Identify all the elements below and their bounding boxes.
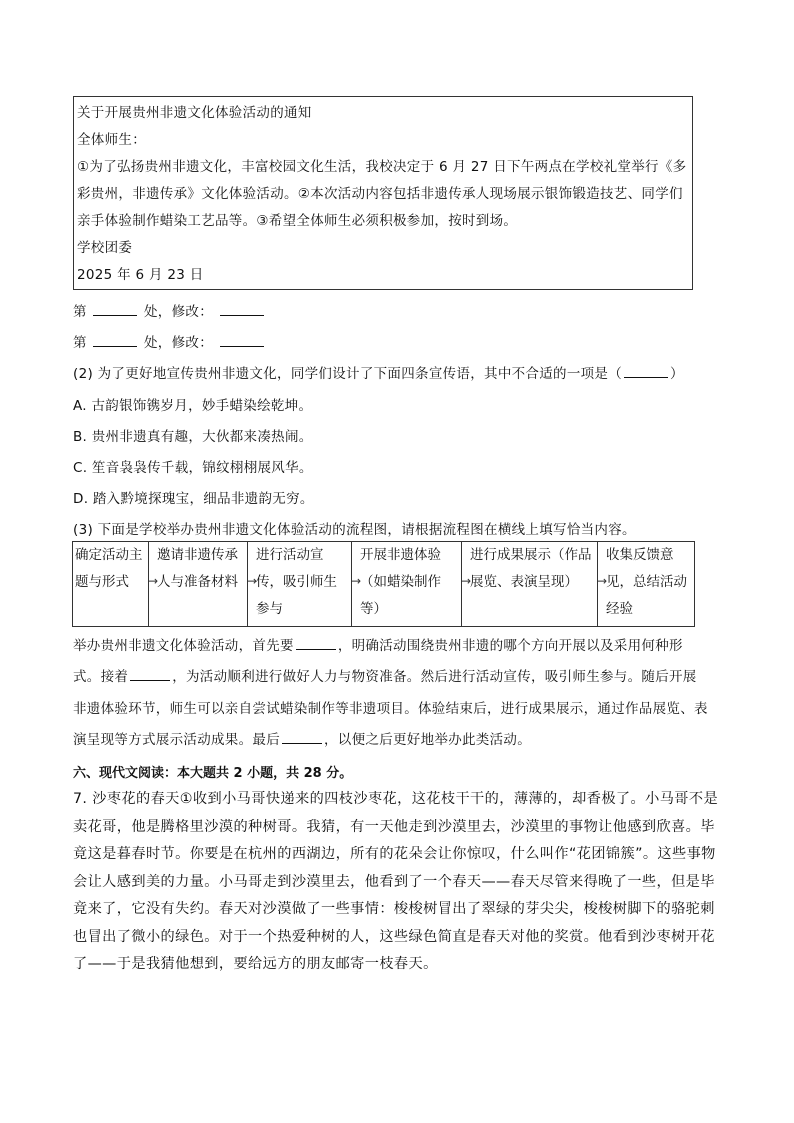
question-7-passage: 7. 沙枣花的春天①收到小马哥快递来的四枝沙枣花，这花枝干干的，薄薄的，却香极了。小马哥不是卖花哥，他是腾格里沙漠的种树哥。我猜，有一天他走到沙漠里去，沙漠里的事物让他感到欣喜。毕竟这是暮春时节。你要是在杭州的西湖边，所有的花朵会让你惊叹，什么叫作“花团锦簇”。这些事物会让人感到美的力量。小马哥走到沙漠里去，他看到了一个春天——春天尽管来得晚了一些，但是毕竟来了，它没有失约。春天对沙漠做了一些事情：梭梭树冒出了翠绿的芽尖尖，梭梭树脚下的骆驼刺也冒出了微小的绿色。对于一个热爱种树的人，这些绿色简直是春天对他的奖赏。他看到沙枣树开花了——于是我猜他想到，要给远方的朋友邮寄一枝春天。 — [73, 791, 719, 972]
q3-answer-line4: 演呈现等方式展示活动成果。最后 ，以便之后更好地举办此类活动。 — [73, 732, 531, 748]
notice-body-line3: 亲手体验制作蜡染工艺品等。③希望全体师生必须积极参加，按时到场。 — [77, 213, 518, 229]
question-3-stem: (3) 下面是学校举办贵州非遗文化体验活动的流程图，请根据流程图在横线上填写恰当内容。 — [73, 522, 636, 538]
fix-line-1: 第 处，修改： — [73, 300, 266, 320]
flow-step-5: 进行成果展示（作品展览、表演呈现） — [462, 542, 598, 627]
answer-blank[interactable] — [130, 668, 170, 681]
notice-signature: 学校团委 — [77, 240, 133, 256]
answer-blank[interactable] — [93, 334, 137, 347]
section-6-heading: 六、现代文阅读：本大题共 2 小题，共 28 分。 — [73, 766, 353, 781]
notice-body-line1: ①为了弘扬贵州非遗文化，丰富校园文化生活，我校决定于 6 月 27 日下午两点在学校礼堂举行《多 — [77, 159, 687, 175]
answer-blank[interactable] — [282, 731, 322, 744]
notice-body-line2: 彩贵州，非遗传承》文化体验活动。②本次活动内容包括非遗传承人现场展示银饰锻造技艺、同学们 — [77, 186, 683, 202]
q3-answer-line2: 式。接着 ，为活动顺利进行做好人力与物资准备。然后进行活动宣传，吸引师生参与。随后开展 — [73, 669, 697, 685]
option-a: A. 古韵银饰镌岁月，妙手蜡染绘乾坤。 — [73, 398, 313, 414]
flow-step-4: 开展非遗体验（如蜡染制作等） — [352, 542, 462, 627]
arrow-right-icon: → — [148, 574, 159, 588]
arrow-right-icon: → — [461, 574, 472, 588]
notice-greeting: 全体师生： — [77, 132, 146, 148]
flow-step-6: 收集反馈意见，总结活动经验 — [598, 542, 695, 627]
flow-step-2: 邀请非遗传承人与准备材料 — [149, 542, 248, 627]
answer-blank[interactable] — [220, 303, 264, 316]
option-d: D. 踏入黔境探瑰宝，细品非遗韵无穷。 — [73, 491, 314, 507]
fix-line-2: 第 处，修改： — [73, 331, 266, 351]
q3-answer-line3: 非遗体验环节，师生可以亲自尝试蜡染制作等非遗项目。体验结束后，进行成果展示，通过作品展览、表 — [73, 701, 708, 717]
answer-blank[interactable] — [296, 637, 336, 650]
option-b: B. 贵州非遗真有趣，大伙都来凑热闹。 — [73, 429, 313, 445]
arrow-right-icon: → — [597, 574, 608, 588]
q3-answer-line1: 举办贵州非遗文化体验活动，首先要 ，明确活动围绕贵州非遗的哪个方向开展以及采用何种形 — [73, 638, 683, 654]
option-c: C. 笙音袅袅传千载，锦纹栩栩展风华。 — [73, 460, 313, 476]
arrow-right-icon: → — [247, 574, 258, 588]
answer-blank[interactable] — [220, 334, 264, 347]
notice-box — [73, 96, 693, 290]
flow-step-1: 确定活动主题与形式 — [73, 542, 149, 627]
notice-date: 2025 年 6 月 23 日 — [77, 267, 204, 283]
answer-blank[interactable] — [624, 365, 668, 378]
answer-blank[interactable] — [93, 303, 137, 316]
arrow-right-icon: → — [351, 574, 362, 588]
question-2-stem: (2) 为了更好地宣传贵州非遗文化，同学们设计了下面四条宣传语，其中不合适的一项是（ ） — [73, 366, 684, 382]
notice-title: 关于开展贵州非遗文化体验活动的通知 — [77, 105, 312, 121]
flow-step-3: 进行活动宣传，吸引师生参与 — [248, 542, 352, 627]
